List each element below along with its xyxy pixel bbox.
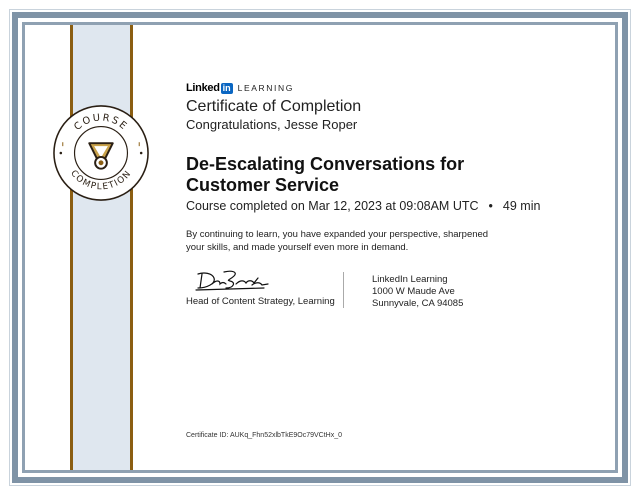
course-duration: 49 min	[502, 199, 541, 213]
completion-date: Course completed on Mar 12, 2023 at 09:08AM UTC	[186, 199, 479, 213]
course-completion-seal	[52, 104, 150, 202]
seal-bottom-text: COMPLETION	[68, 168, 134, 193]
certificate-id: Certificate ID: AUKq_Fhn52xlbTkE9Oc79VCtHx_0	[186, 432, 343, 439]
linkedin-in-icon: in	[222, 82, 231, 93]
ribbon-strip	[70, 25, 133, 470]
brand-linked: Linked	[186, 82, 220, 94]
seal-top-text: COURSE	[72, 112, 130, 133]
brand-learning: LEARNING	[237, 83, 294, 93]
separator-dot: •	[488, 199, 493, 213]
signer-title: Head of Content Strategy, Learning	[186, 296, 335, 307]
linkedin-learning-logo	[186, 82, 586, 94]
congratulations-text: Congratulations, Jesse Roper	[186, 117, 358, 132]
signature-image	[192, 268, 272, 294]
certificate-content	[186, 82, 586, 309]
address-line3: Sunnyvale, CA 94085	[372, 298, 464, 309]
address-line1: LinkedIn Learning	[372, 274, 448, 285]
course-title-line1: De-Escalating Conversations for	[186, 154, 465, 174]
completion-info	[186, 199, 586, 213]
issuer-address	[372, 274, 463, 310]
certificate-blurb: By continuing to learn, you have expanded your perspective, sharpened your skills, and made yourself even more in demand.	[186, 229, 489, 253]
signature-row	[186, 268, 586, 318]
address-line2: 1000 W Maude Ave	[372, 286, 455, 297]
divider	[343, 272, 344, 308]
certificate-title: Certificate of Completion	[186, 98, 362, 115]
course-title	[186, 154, 586, 196]
course-title-line2: Customer Service	[186, 175, 340, 195]
